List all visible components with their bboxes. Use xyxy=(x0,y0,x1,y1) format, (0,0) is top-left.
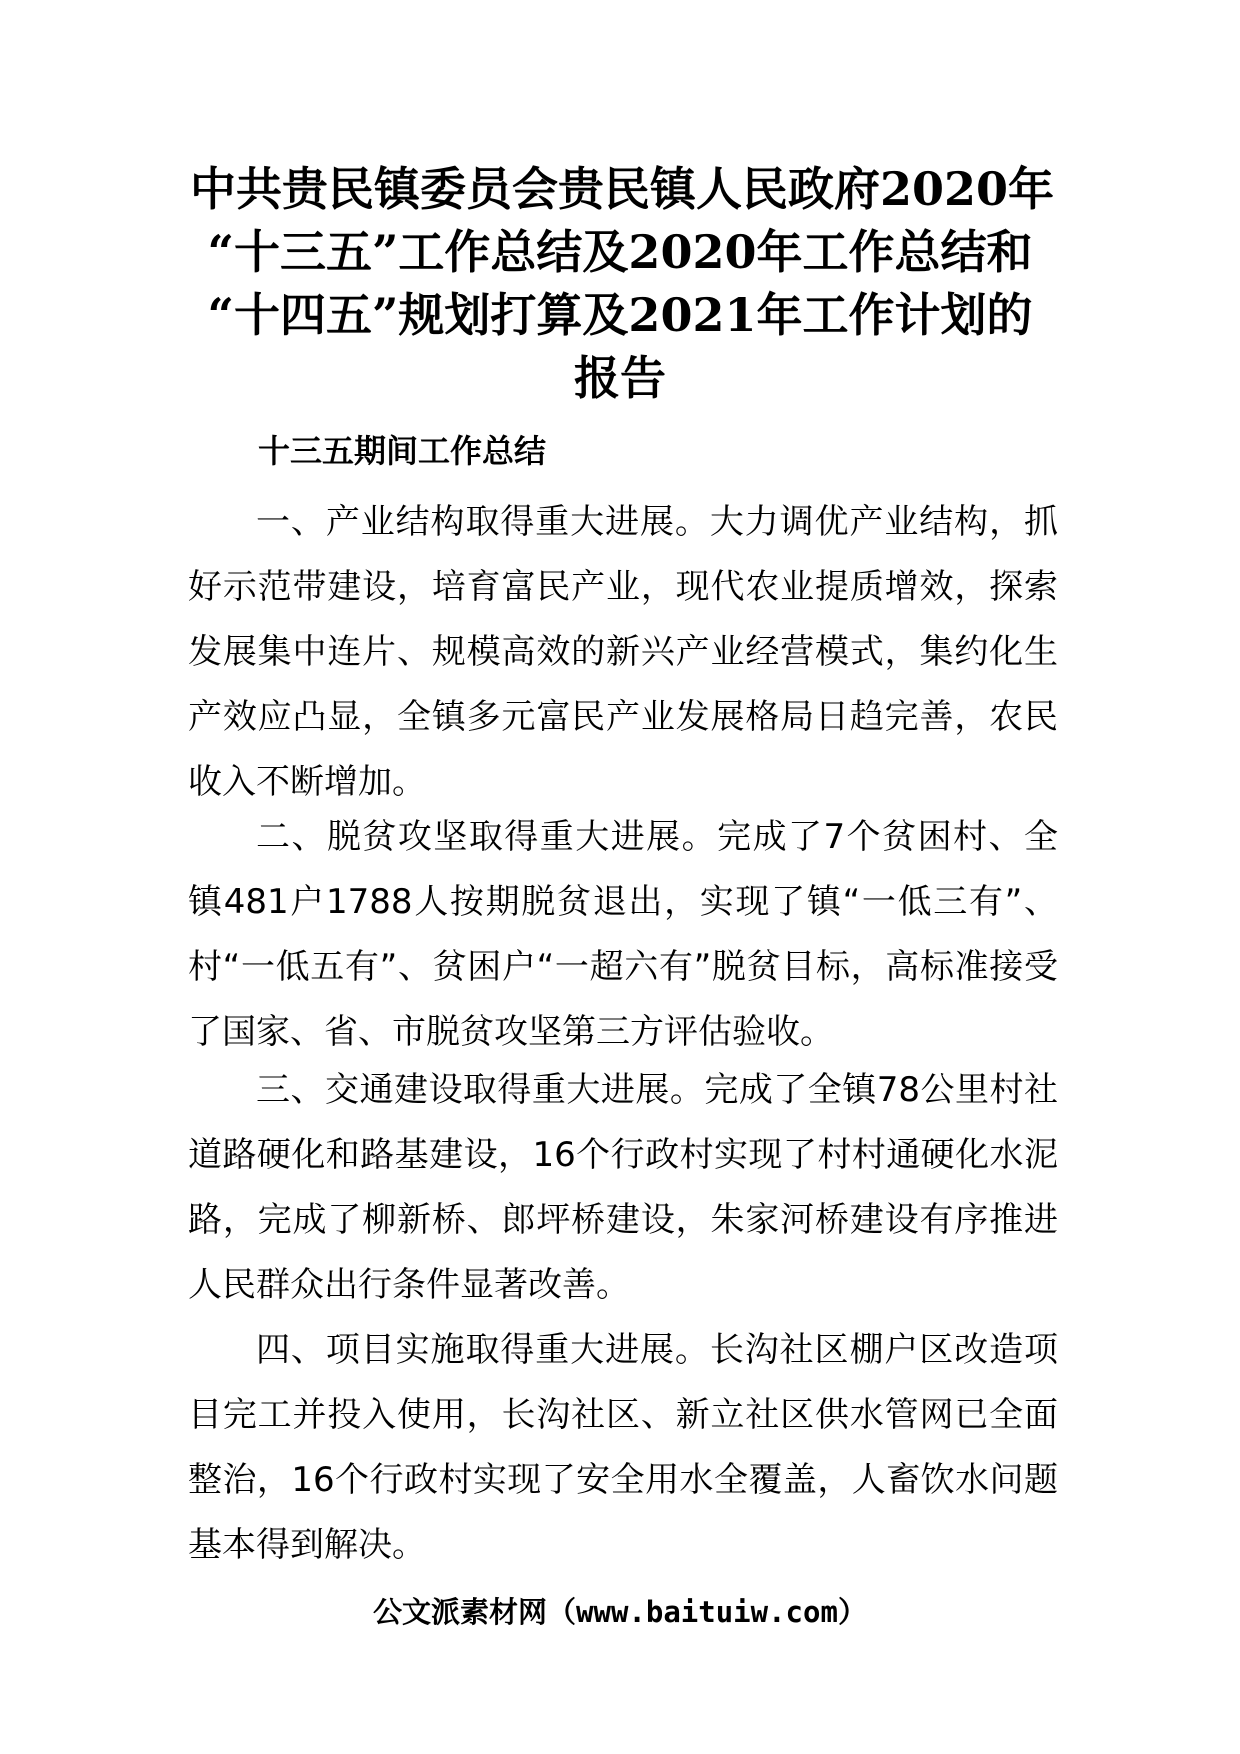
paragraph-industry: 一、产业结构取得重大进展。大力调优产业结构，抓好示范带建设，培育富民产业，现代农业提质增效，探索发展集中连片、规模高效的新兴产业经营模式，集约化生产效应凸显，全镇多元富民产业发展格局日趋完善，农民收入不断增加。 xyxy=(188,502,1058,802)
paragraph-poverty-alleviation: 二、脱贫攻坚取得重大进展。完成了7个贫困村、全镇481户1788人按期脱贫退出，实现了镇“一低三有”、村“一低五有”、贫困户“一超六有”脱贫目标，高标准接受了国家、省、市脱贫攻坚第三方评估验收。 xyxy=(188,817,1058,1052)
document-title xyxy=(190,158,1055,410)
title-line-2: “十三五”工作总结及2020年工作总结和 xyxy=(207,225,1033,279)
title-line-3: “十四五”规划打算及2021年工作计划的 xyxy=(207,288,1033,342)
paragraph-projects: 四、项目实施取得重大进展。长沟社区棚户区改造项目完工并投入使用，长沟社区、新立社区供水管网已全面整治，16个行政村实现了安全用水全覆盖，人畜饮水问题基本得到解决。 xyxy=(188,1330,1058,1565)
footer-source: 公文派素材网（www.baituiw.com） xyxy=(373,1595,867,1629)
paragraph-transportation: 三、交通建设取得重大进展。完成了全镇78公里村社道路硬化和路基建设，16个行政村实现了村村通硬化水泥路，完成了柳新桥、郎坪桥建设，朱家河桥建设有序推进人民群众出行条件显著改善。 xyxy=(188,1070,1058,1305)
title-line-4: 报告 xyxy=(574,351,666,405)
title-line-1: 中共贵民镇委员会贵民镇人民政府2020年 xyxy=(190,162,1055,216)
section-heading: 十三五期间工作总结 xyxy=(258,432,547,470)
